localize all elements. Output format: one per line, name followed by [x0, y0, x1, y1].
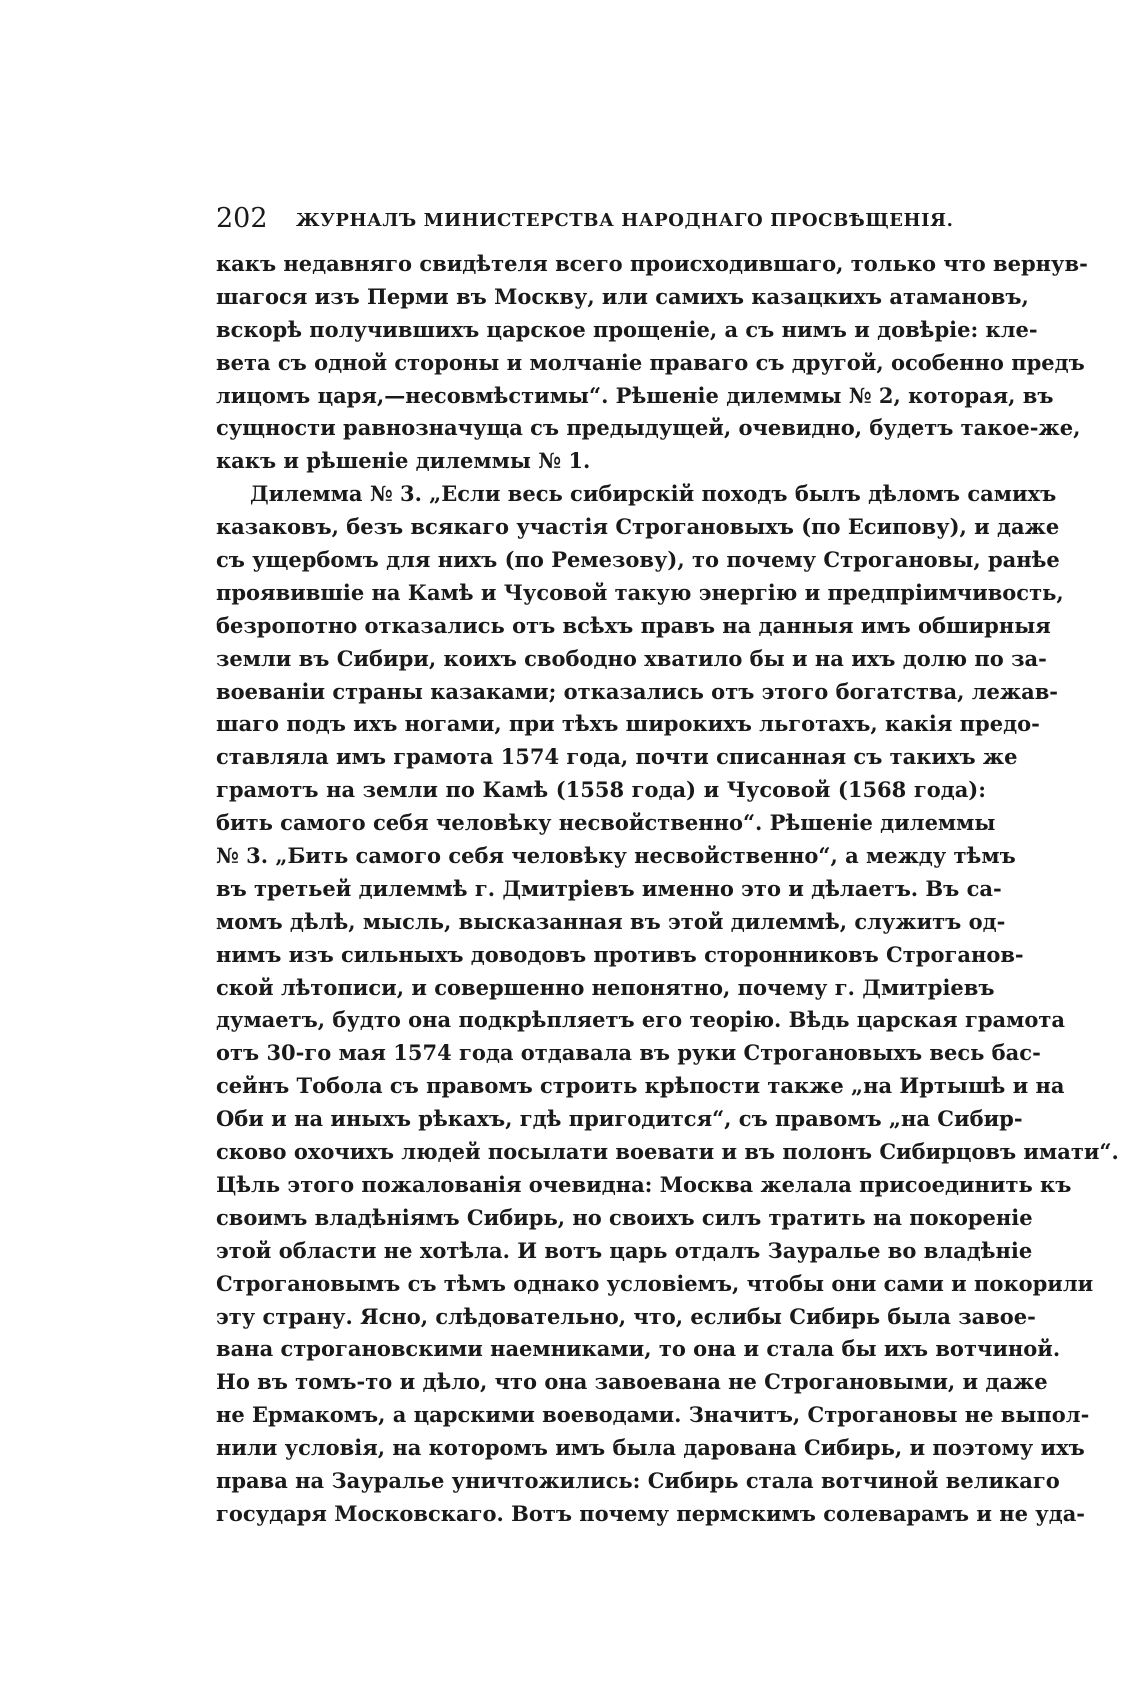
page-number: 202	[216, 203, 268, 234]
text-line: шаго подъ ихъ ногами, при тѣхъ широкихъ льготахъ, какія предо-	[216, 711, 1040, 737]
text-line: вана строгановскими наемниками, то она и стала бы ихъ вотчиной.	[216, 1336, 1061, 1362]
text-line: лицомъ царя,—несовмѣстимы“. Рѣшеніе дилеммы № 2, которая, въ	[216, 382, 1054, 408]
text-line: шагося изъ Перми въ Москву, или самихъ казацкихъ атамановъ,	[216, 283, 1029, 309]
text-line: отъ 30-го мая 1574 года отдавала въ руки Строгановыхъ весь бас-	[216, 1040, 1041, 1066]
text-line: въ третьей дилеммѣ г. Дмитріевъ именно это и дѣлаетъ. Въ са-	[216, 875, 1002, 901]
text-line: Оби и на иныхъ рѣкахъ, гдѣ пригодится“, съ правомъ „на Сибир-	[216, 1106, 1023, 1132]
paragraph-1	[216, 248, 1088, 478]
text-line: ской лѣтописи, и совершенно непонятно, почему г. Дмитріевъ	[216, 974, 995, 1000]
text-line: Строгановымъ съ тѣмъ однако условіемъ, чтобы они сами и покорили	[216, 1270, 1094, 1296]
text-line: съ ущербомъ для нихъ (по Ремезову), то почему Строгановы, ранѣе	[216, 547, 1060, 573]
text-line: Но въ томъ-то и дѣло, что она завоевана не Строгановыми, и даже	[216, 1369, 1048, 1395]
text-line: какъ недавняго свидѣтеля всего происходившаго, только что вернув-	[216, 251, 1088, 276]
text-line: права на Зауралье уничтожились: Сибирь стала вотчиной великаго	[216, 1467, 1060, 1493]
text-line: какъ и рѣшеніе дилеммы № 1.	[216, 448, 591, 474]
text-line: нили условія, на которомъ имъ была дарована Сибирь, и поэтому ихъ	[216, 1435, 1085, 1461]
body-text	[216, 248, 1119, 1531]
text-line: проявившіе на Камѣ и Чусовой такую энергію и предпріимчивость,	[216, 579, 1064, 605]
text-line: безропотно отказались отъ всѣхъ правъ на данныя имъ обширныя	[216, 612, 1051, 638]
text-line: этой области не хотѣла. И вотъ царь отдалъ Зауралье во владѣніе	[216, 1237, 1033, 1263]
text-line: Дилемма № 3. „Если весь сибирскій походъ былъ дѣломъ самихъ	[250, 481, 1057, 507]
text-line: сущности равнозначуща съ предыдущей, очевидно, будетъ такое-же,	[216, 415, 1081, 441]
text-line: своимъ владѣніямъ Сибирь, но своихъ силъ тратить на покореніе	[216, 1204, 1033, 1230]
paragraph-2	[216, 478, 1119, 1531]
text-line: думаетъ, будто она подкрѣпляетъ его теорію. Вѣдь царская грамота	[216, 1007, 1065, 1033]
text-line: земли въ Сибири, коихъ свободно хватило бы и на ихъ долю по за-	[216, 645, 1047, 671]
text-line: вскорѣ получившихъ царское прощеніе, а съ нимъ и довѣріе: кле-	[216, 316, 1038, 342]
text-line: государя Московскаго. Вотъ почему пермскимъ солеварамъ и не уда-	[216, 1500, 1086, 1526]
text-line: вета съ одной стороны и молчаніе праваго съ другой, особенно предъ	[216, 349, 1085, 375]
text-line: грамотъ на земли по Камѣ (1558 года) и Чусовой (1568 года):	[216, 777, 986, 803]
text-line: Цѣль этого пожалованія очевидна: Москва желала присоединить къ	[216, 1171, 1072, 1197]
text-line: сково охочихъ людей посылати воевати и въ полонъ Сибирцовъ имати“.	[216, 1139, 1119, 1165]
running-title: ЖУРНАЛЪ МИНИСТЕРСТВА НАРОДНАГО ПРОСВѢЩЕНІЯ.	[296, 210, 954, 231]
text-line: ставляла имъ грамота 1574 года, почти списанная съ такихъ же	[216, 744, 1018, 770]
text-line: эту страну. Ясно, слѣдовательно, что, еслибы Сибирь была завое-	[216, 1303, 1036, 1329]
text-line: № 3. „Бить самого себя человѣку несвойственно“, а между тѣмъ	[216, 843, 1016, 869]
text-line: нимъ изъ сильныхъ доводовъ противъ сторонниковъ Строганов-	[216, 941, 1024, 967]
page-header	[216, 201, 986, 241]
text-line: не Ермакомъ, а царскими воеводами. Значитъ, Строгановы не выпол-	[216, 1402, 1090, 1428]
text-line: сейнъ Тобола съ правомъ строить крѣпости также „на Иртышѣ и на	[216, 1073, 1065, 1099]
text-line: казаковъ, безъ всякаго участія Строгановыхъ (по Есипову), и даже	[216, 514, 1060, 540]
text-line: момъ дѣлѣ, мысль, высказанная въ этой дилеммѣ, служитъ од-	[216, 908, 1006, 934]
text-line: бить самого себя человѣку несвойственно“. Рѣшеніе дилеммы	[216, 810, 996, 836]
text-line: воеваніи страны казаками; отказались отъ этого богатства, лежав-	[216, 678, 1059, 704]
